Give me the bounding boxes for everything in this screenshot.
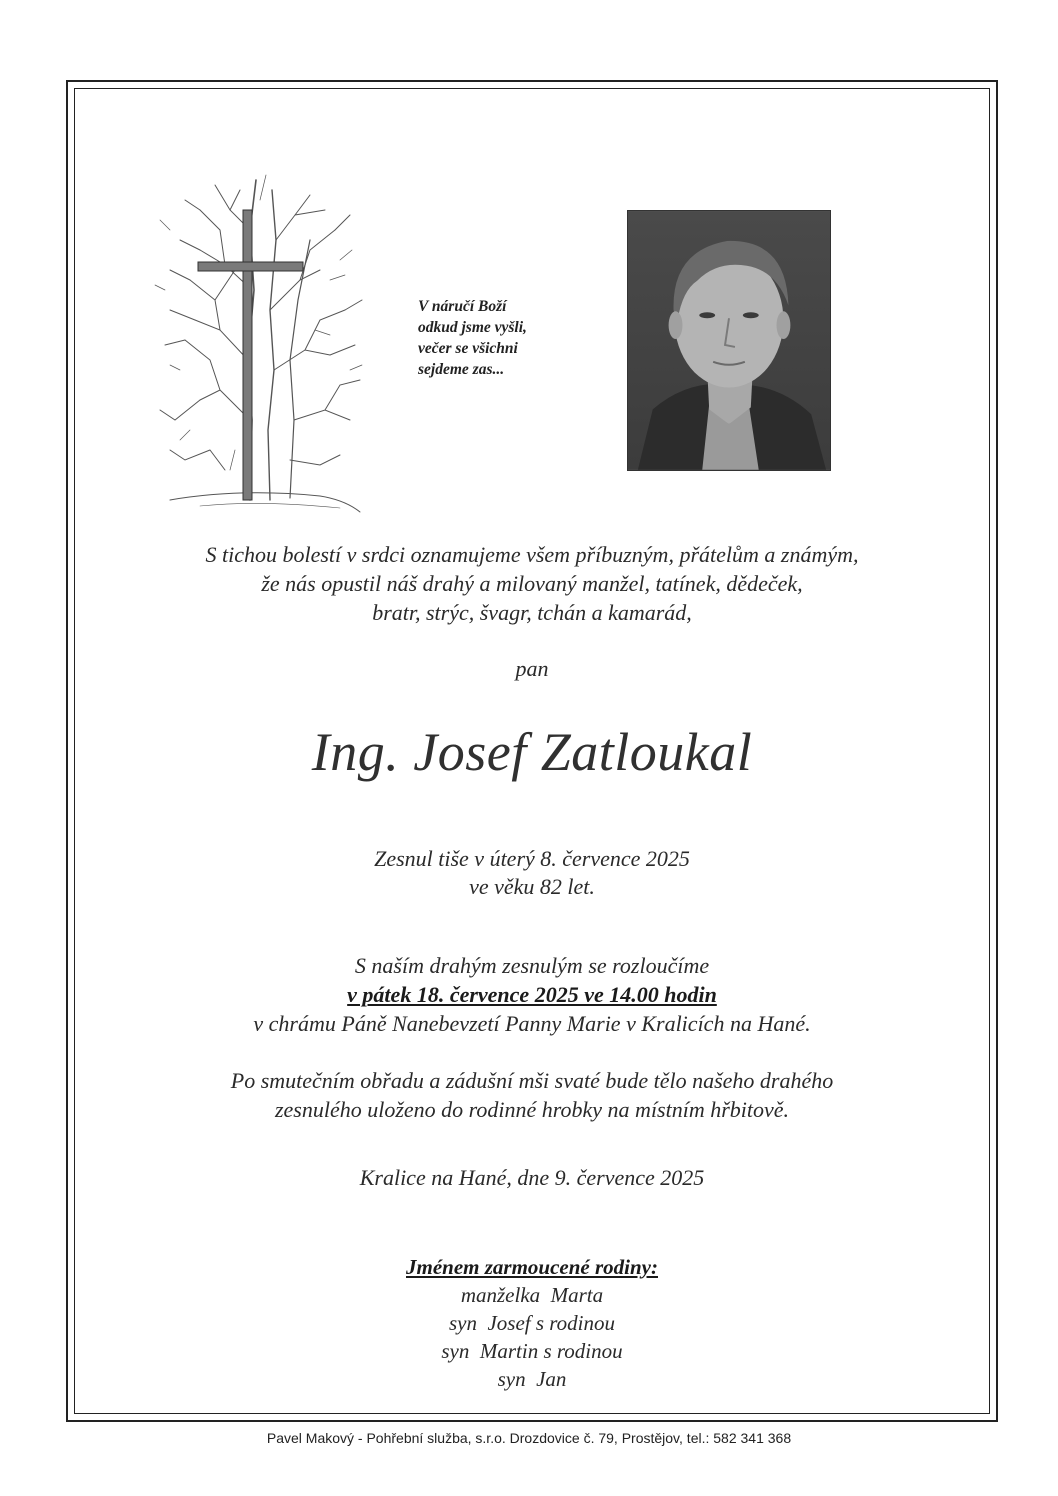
family-member: syn Martin s rodinou (441, 1339, 623, 1363)
burial-info (74, 1066, 990, 1124)
family-member: syn Josef s rodinou (448, 1311, 616, 1335)
tree-cross-icon (140, 170, 370, 520)
place-date: Kralice na Hané, dne 9. července 2025 (359, 1165, 705, 1190)
family-signature (74, 1253, 990, 1393)
intro-line: bratr, strýc, švagr, tchán a kamarád, (372, 600, 692, 625)
burial-line: Po smutečním obřadu a zádušní mši svaté bude tělo našeho drahého (230, 1068, 834, 1093)
family-heading: Jménem zarmoucené rodiny: (406, 1255, 658, 1279)
intro-line: S tichou bolestí v srdci oznamujeme všem příbuzným, přátelům a známým, (205, 542, 859, 567)
death-line: Zesnul tiše v úterý 8. července 2025 (374, 846, 690, 871)
family-member: syn Jan (497, 1367, 567, 1391)
farewell-line: S naším drahým zesnulým se rozloučíme (354, 953, 710, 978)
portrait-photo (627, 210, 831, 471)
intro-line: že nás opustil náš drahý a milovaný manžel, tatínek, dědeček, (261, 571, 803, 596)
burial-line: zesnulého uloženo do rodinné hrobky na místním hřbitově. (274, 1097, 790, 1122)
death-line: ve věku 82 let. (469, 874, 595, 899)
verse (418, 296, 608, 380)
verse-line: V náručí Boží (418, 298, 507, 315)
verse-line: odkud jsme vyšli, (418, 319, 527, 336)
funeral-service-footer: Pavel Makový - Pohřební služba, s.r.o. Drozdovice č. 79, Prostějov, tel.: 582 341 368 (266, 1430, 792, 1446)
farewell-location: v chrámu Páně Nanebevzetí Panny Marie v Kralicích na Hané. (253, 1011, 811, 1036)
salutation: pan (515, 656, 549, 681)
death-info (74, 845, 990, 901)
verse-line: sejdeme zas... (418, 361, 505, 378)
farewell-date-time: v pátek 18. července 2025 ve 14.00 hodin (347, 982, 717, 1007)
farewell-info (74, 951, 990, 1038)
announcement-intro (74, 540, 990, 627)
family-member: manželka Marta (460, 1283, 604, 1307)
deceased-name: Ing. Josef Zatloukal (311, 722, 753, 782)
verse-line: večer se všichni (418, 340, 518, 357)
